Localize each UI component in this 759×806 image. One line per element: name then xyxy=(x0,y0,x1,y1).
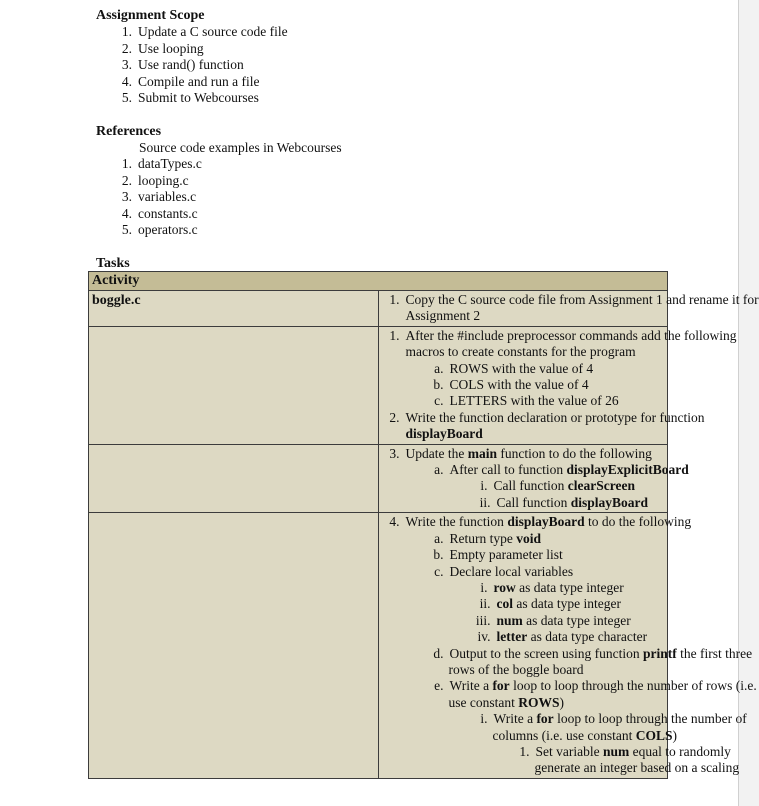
instruction-text: columns (i.e. use constant xyxy=(492,727,636,743)
list-marker: a. xyxy=(434,462,444,478)
instruction-text: loop to loop through the number of rows (i.e. xyxy=(509,678,757,694)
code-term: clearScreen xyxy=(567,478,635,494)
list-item xyxy=(114,173,189,189)
list-number: 1. xyxy=(121,156,132,171)
code-term: displayBoard xyxy=(570,494,649,510)
instruction-text: as data type integer xyxy=(513,596,621,612)
list-marker: ii. xyxy=(479,596,491,612)
list-item xyxy=(114,156,202,172)
instruction-line xyxy=(383,743,731,760)
list-marker: 4. xyxy=(389,514,400,530)
instruction-text: COLS with the value of 4 xyxy=(449,377,589,393)
list-text: Use looping xyxy=(138,40,204,56)
list-marker: 2. xyxy=(389,409,400,425)
code-term: col xyxy=(496,596,513,612)
instruction-text: Update the xyxy=(405,445,468,461)
code-term: num xyxy=(496,612,523,628)
instruction-text: generate an integer based on a scaling xyxy=(534,760,740,776)
list-marker: i. xyxy=(480,579,488,595)
tasks-table xyxy=(88,271,759,779)
instruction-line xyxy=(383,678,757,694)
activity-cell xyxy=(89,444,379,513)
list-number: 2. xyxy=(121,40,132,56)
instruction-text: to do the following xyxy=(584,514,692,530)
instruction-text: Set variable xyxy=(535,743,603,759)
list-marker: b. xyxy=(433,377,444,393)
code-term: letter xyxy=(496,629,528,645)
instruction-line xyxy=(383,478,665,494)
list-text: variables.c xyxy=(138,189,197,205)
table-row xyxy=(89,444,668,513)
tasks-table-wrapper xyxy=(88,271,759,806)
list-number: 4. xyxy=(121,73,132,89)
code-term: displayBoard xyxy=(507,514,585,530)
instruction-text: function to do the following xyxy=(497,445,652,461)
list-marker: a. xyxy=(434,530,444,546)
instruction-text: Call function xyxy=(493,478,568,494)
instruction-text: Empty parameter list xyxy=(449,547,563,563)
list-marker: c. xyxy=(434,393,444,409)
list-number: 5. xyxy=(121,90,132,106)
list-number: 1. xyxy=(121,24,132,39)
list-marker: 1. xyxy=(389,327,400,343)
list-marker: e. xyxy=(434,678,444,694)
instruction-text: Write a xyxy=(449,678,493,694)
instruction-text: as data type character xyxy=(527,629,648,645)
list-item xyxy=(114,189,196,205)
list-marker: iv. xyxy=(477,629,491,645)
instruction-text: Write the function xyxy=(405,514,508,530)
instruction-line xyxy=(383,596,665,612)
instruction-cell xyxy=(378,513,757,779)
instruction-line xyxy=(383,377,665,393)
instruction-line xyxy=(383,409,705,426)
instruction-line xyxy=(383,514,692,530)
list-marker: i. xyxy=(480,478,488,494)
activity-cell xyxy=(89,326,379,444)
table-row xyxy=(89,291,668,327)
instruction-line xyxy=(383,327,737,344)
tasks-heading: Tasks xyxy=(96,256,130,271)
instruction-line xyxy=(383,711,747,727)
code-term: for xyxy=(492,678,510,694)
code-term: main xyxy=(467,445,497,461)
instruction-text: Assignment 2 xyxy=(405,308,481,324)
list-text: Use rand() function xyxy=(138,57,244,73)
instruction-line xyxy=(383,426,665,442)
instruction-text: Write a xyxy=(493,711,537,727)
list-text: looping.c xyxy=(138,172,189,188)
list-marker: b. xyxy=(433,547,444,563)
code-term: row xyxy=(493,579,516,595)
list-text: Submit to Webcourses xyxy=(138,90,259,106)
instruction-line xyxy=(383,564,665,580)
references-intro: Source code examples in Webcourses xyxy=(139,140,342,155)
instruction-cell xyxy=(378,291,759,327)
instruction-line xyxy=(383,662,665,678)
instruction-text: Call function xyxy=(496,494,571,510)
list-marker: c. xyxy=(434,563,444,579)
instruction-line xyxy=(383,531,665,547)
instruction-cell xyxy=(378,326,737,444)
instruction-text: ) xyxy=(559,694,565,710)
instruction-line xyxy=(383,446,665,462)
table-row xyxy=(89,326,668,444)
instruction-line xyxy=(383,580,665,596)
instruction-line xyxy=(383,547,665,563)
instruction-text: use constant xyxy=(448,694,519,710)
code-term: ROWS xyxy=(518,694,560,710)
list-number: 3. xyxy=(121,57,132,73)
list-text: Update a C source code file xyxy=(138,24,288,39)
instruction-text: After the #include preprocessor commands add the following xyxy=(405,327,737,343)
tasks-table-body xyxy=(89,291,759,779)
instruction-line xyxy=(383,393,665,409)
list-item xyxy=(114,24,288,40)
instruction-line xyxy=(383,292,759,308)
table-row xyxy=(89,513,668,779)
activity-cell xyxy=(89,291,379,327)
list-item xyxy=(114,57,244,73)
list-marker: d. xyxy=(433,645,444,661)
list-item xyxy=(114,74,259,90)
list-number: 4. xyxy=(121,205,132,221)
list-marker: 1. xyxy=(519,743,530,759)
code-term: void xyxy=(516,530,542,546)
instruction-text: as data type integer xyxy=(522,612,631,628)
list-text: Compile and run a file xyxy=(138,73,260,89)
list-marker: iii. xyxy=(475,612,491,628)
list-item xyxy=(114,206,198,222)
instruction-line xyxy=(383,613,665,629)
list-text: operators.c xyxy=(138,222,198,238)
file-label: boggle.c xyxy=(92,293,141,308)
instruction-line xyxy=(383,308,665,324)
instruction-line xyxy=(383,645,753,662)
references-heading: References xyxy=(96,124,162,139)
instruction-text: LETTERS with the value of 26 xyxy=(449,393,619,409)
instruction-text: Write the function declaration or prototype for function xyxy=(405,409,705,425)
instruction-text: After call to function xyxy=(449,462,567,478)
list-item xyxy=(114,90,259,106)
instruction-text: Return type xyxy=(449,530,517,546)
list-number: 2. xyxy=(121,172,132,188)
instruction-text: ROWS with the value of 4 xyxy=(449,360,594,376)
activity-cell xyxy=(89,513,379,779)
list-marker: 1. xyxy=(389,292,400,307)
code-term: COLS xyxy=(635,727,673,743)
list-item xyxy=(114,222,198,238)
instruction-text: equal to randomly xyxy=(629,743,731,759)
instruction-text: Declare local variables xyxy=(449,563,574,579)
list-marker: a. xyxy=(434,360,444,376)
instruction-line xyxy=(383,344,665,360)
scope-heading: Assignment Scope xyxy=(96,8,205,23)
list-item xyxy=(114,41,204,57)
instruction-line xyxy=(383,727,677,744)
list-text: dataTypes.c xyxy=(138,156,202,171)
list-marker: ii. xyxy=(479,494,491,510)
instruction-line xyxy=(383,760,740,776)
table-header-row xyxy=(89,272,668,291)
instruction-text: the first three xyxy=(676,645,753,661)
list-number: 5. xyxy=(121,222,132,238)
instruction-text: rows of the boggle board xyxy=(448,661,584,677)
instruction-line xyxy=(383,361,665,377)
list-text: constants.c xyxy=(138,205,198,221)
instruction-line xyxy=(383,462,689,478)
activity-header: Activity xyxy=(89,272,668,291)
code-term: displayExplicitBoard xyxy=(566,462,689,478)
code-term: num xyxy=(602,743,630,759)
instruction-text: as data type integer xyxy=(515,579,624,595)
code-term: for xyxy=(536,711,554,727)
instruction-text: Copy the C source code file from Assignment 1 and rename it for xyxy=(405,292,759,307)
code-term: printf xyxy=(642,645,677,661)
list-marker: i. xyxy=(480,711,488,727)
list-marker: 3. xyxy=(389,445,400,461)
instruction-text: Output to the screen using function xyxy=(449,645,643,661)
instruction-cell xyxy=(378,444,689,513)
list-number: 3. xyxy=(121,189,132,205)
instruction-text: loop to loop through the number of xyxy=(553,711,747,727)
instruction-line xyxy=(383,629,665,645)
code-term: displayBoard xyxy=(405,426,483,442)
instruction-line xyxy=(383,495,665,511)
instruction-text: ) xyxy=(672,727,677,743)
instruction-line xyxy=(383,695,665,711)
instruction-text: macros to create constants for the program xyxy=(405,344,636,360)
